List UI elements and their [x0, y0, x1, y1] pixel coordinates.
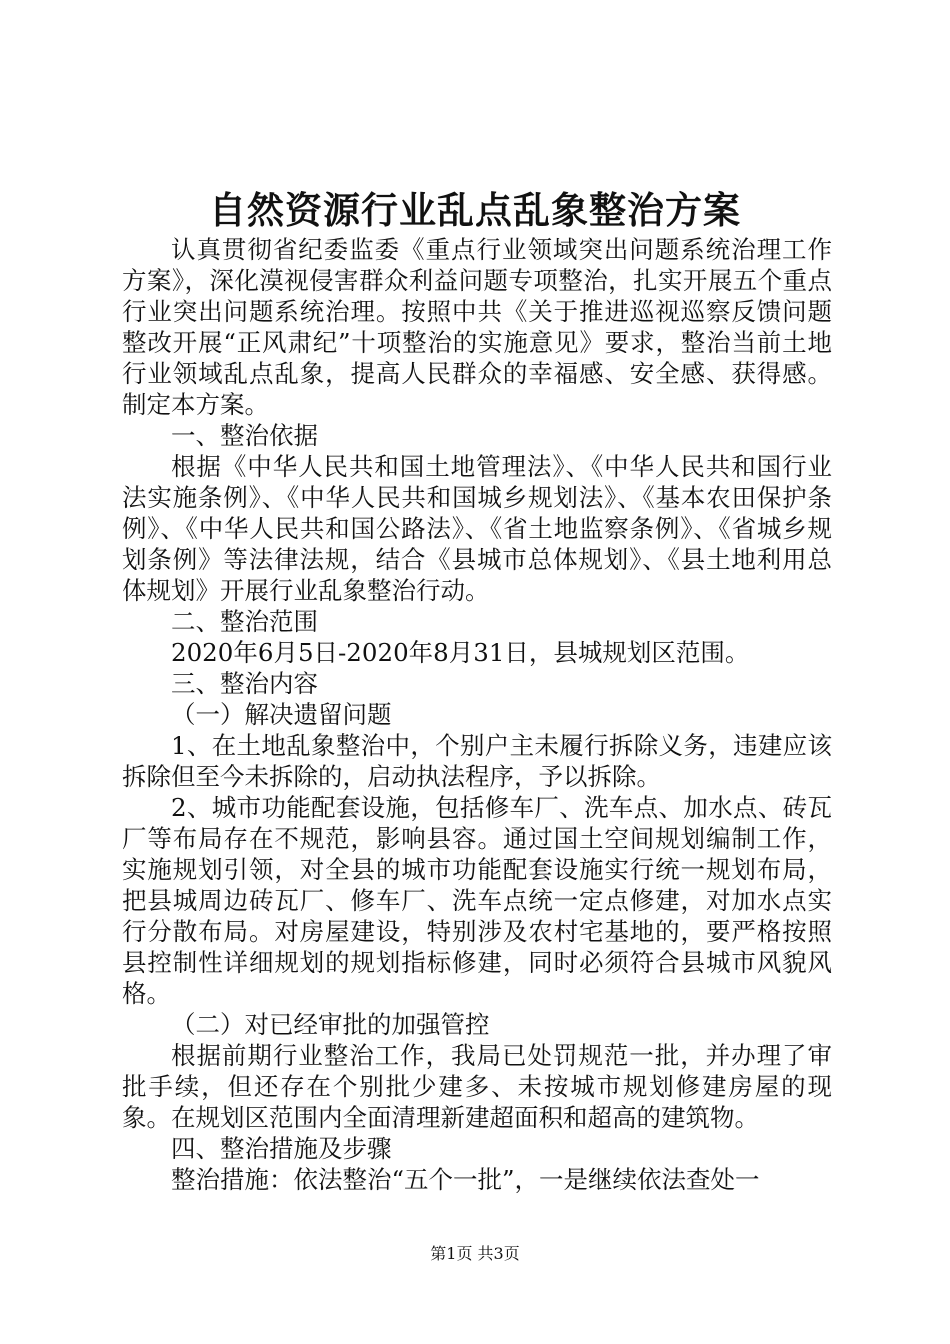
subheading-legacy-issues: （一）解决遗留问题 [171, 700, 392, 729]
document-title: 自然资源行业乱点乱象整治方案 [209, 188, 741, 232]
section-heading-scope: 二、整治范围 [171, 607, 318, 636]
intro-paragraph: 认真贯彻省纪委监委《重点行业领域突出问题系统治理工作方案》，深化漠视侵害群众利益问题专项整治，扎实开展五个重点行业突出问题系统治理。按照中共《关于推进巡视巡察反馈问题整改开展“正风肃纪”十项整治的实施意见》要求，整治当前土地行业领域乱点乱象，提高人民群众的幸福感、安全感、获得感。制定本方案。 [122, 235, 832, 419]
approved-control-paragraph: 根据前期行业整治工作，我局已处罚规范一批，并办理了审批手续，但还存在个别批少建多、未按城市规划修建房屋的现象。在规划区范围内全面清理新建超面积和超高的建筑物。 [122, 1041, 832, 1132]
basis-paragraph: 根据《中华人民共和国土地管理法》、《中华人民共和国行业法实施条例》、《中华人民共和国城乡规划法》、《基本农田保护条例》、《中华人民共和国公路法》、《省土地监察条例》、《省城乡规划条例》等法律法规，结合《县城市总体规划》、《县土地利用总体规划》开展行业乱象整治行动。 [122, 452, 832, 605]
section-heading-measures: 四、整治措施及步骤 [171, 1134, 392, 1163]
section-heading-basis: 一、整治依据 [171, 421, 318, 450]
measures-paragraph: 整治措施：依法整治“五个一批”，一是继续依法查处一 [171, 1165, 760, 1194]
scope-paragraph: 2020年6月5日-2020年8月31日，县城规划区范围。 [171, 638, 750, 667]
page-footer: 第1页 共3页 [430, 1244, 520, 1263]
document-body [122, 234, 832, 1195]
subheading-approved-control: （二）对已经审批的加强管控 [171, 1010, 490, 1039]
content-item-1: 1、在土地乱象整治中，个别户主未履行拆除义务，违建应该拆除但至今未拆除的，启动执法程序，予以拆除。 [122, 731, 832, 791]
content-item-2: 2、城市功能配套设施，包括修车厂、洗车点、加水点、砖瓦厂等布局存在不规范，影响县容。通过国土空间规划编制工作，实施规划引领，对全县的城市功能配套设施实行统一规划布局，把县城周边砖瓦厂、修车厂、洗车点统一定点修建，对加水点实行分散布局。对房屋建设，特别涉及农村宅基地的，要严格按照县控制性详细规划的规划指标修建，同时必须符合县城市风貌风格。 [122, 793, 832, 1008]
section-heading-content: 三、整治内容 [171, 669, 318, 698]
